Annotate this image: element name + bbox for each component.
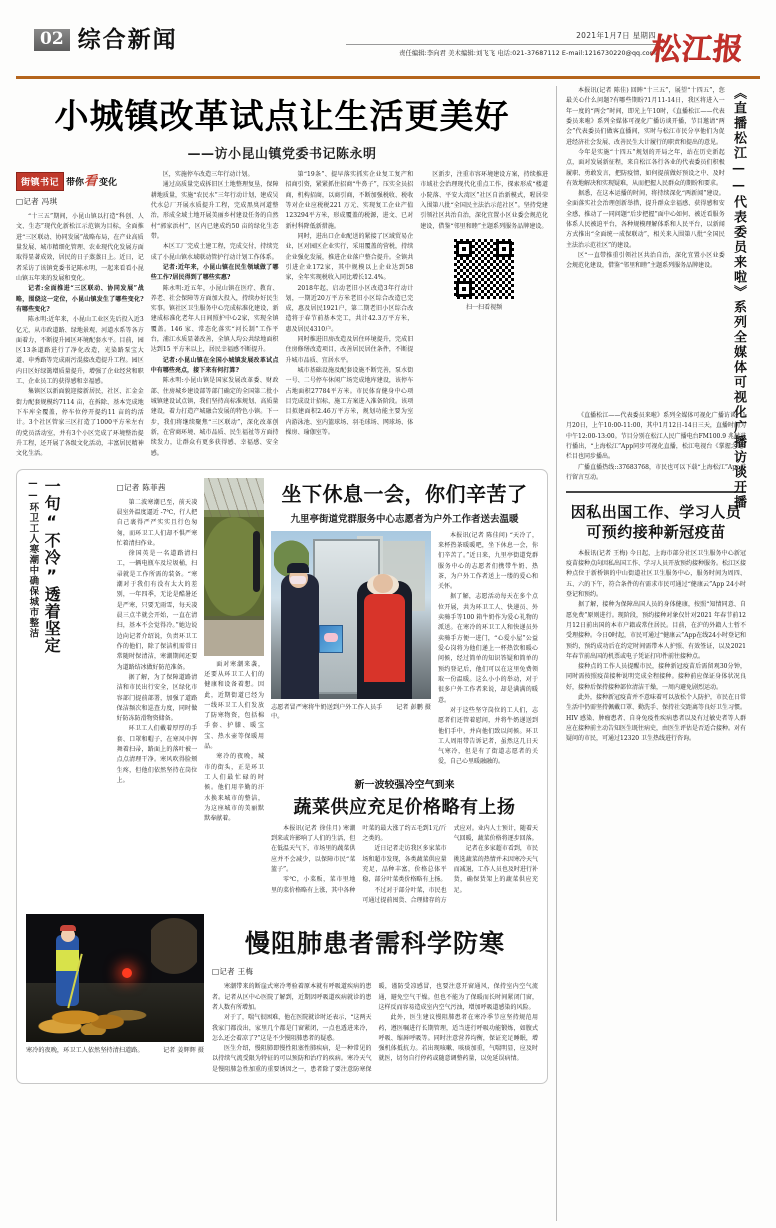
lead-headline: 小城镇改革试点让生活更美好: [54, 97, 510, 137]
paragraph: 此外，接种新冠疫苗并不意味着可以放松个人防护，市民在日常生活中仍需坚持佩戴口罩、勤洗手、保持社交距离等良好卫生习惯。HIV 感染、肿瘤患者、自身免疫性疾病患者以及有过敏史者等人群应在接种前主动告知医生既往病史，由医生评估是否适合接种。对有疑问的市民，可通过12320 卫生热线进行咨询。: [566, 694, 747, 743]
paragraph: 今年是实施“十四五”规划的开局之年，站在历史新起点，面对发展新征程，来自松江各行各业的代表委员们积极履职、勇敢发言，把防疫情，如何提前做好预设之中、及时有效地解决和实现疑难，从而把握人民群众的期盼和要求。: [566, 148, 725, 187]
paragraph: 对于了，喘气很困难，他在医院就诊时还表示，“这两天我家门都没出，家里几个都是门窗紧闭，一点也透进来冷，怎么还会着凉了?”这是不少慢阻肺患者的疑惑。: [212, 1014, 372, 1042]
paragraph: 集镇区以新面貌迎接新居民，社区、汇金金街力配套规模约7114 亩，在拆除、基本完成地下车库全覆盖，停车位停开提约11 亩的约活计。3个社区管家三区打造了1000平方米左右的党员活动室，并有3个小区完成了环境整治提升工程，还开展了各级文化活动，丰富居民精神文化生活。: [16, 388, 144, 458]
paragraph: 城市基础设施及配套设施不断完善，泵水街一号、二号停车休闲广场完成地库建设，该停车占地面积27784平方米。市民体育健身中心项目完成设计招标，施工方案进入准备阶段。该项目拟建面积2.46万平方米，规划功能主要为室内游泳池、室内篮球场、羽毛球场、网球场、体操房、瑜伽室等。: [285, 367, 414, 436]
red-taillight: [122, 968, 132, 978]
paragraph: 区新步，注重市容环境建设方案，持续推进市域社会治理现代化重点工作，探索形成“楼道小院落、平安大湾区”社区自治新模式，喔居荣入围第八批“全国民主法治示范社区”。坚持党建引领社区共治自治，深化宜置小区业委会规范化建设，借鉴“邻里和睦”主题系列服务品牌建设。: [420, 171, 548, 230]
newspaper-logo: 松江报: [648, 32, 746, 67]
qr-code[interactable]: [453, 238, 515, 300]
sidebar-top-vertical-headline: 《直播松江——代表委员来啦》系列全媒体可视化广播访谈开播: [731, 86, 746, 510]
lead-col-1: [16, 170, 144, 460]
panel-lower: [26, 914, 538, 1075]
volunteer-head: [373, 574, 392, 592]
qr-finder-top-left: [456, 241, 472, 257]
uniformed-worker-body: [281, 574, 319, 698]
night-photo-col: [26, 914, 204, 1075]
worker-figure: [253, 531, 261, 592]
section-title: 综合新闻: [77, 26, 178, 53]
dark-tree: [151, 914, 197, 993]
paragraph: 接种点的工作人员提醒市民，接种新冠疫苗后需留观30分钟，同时需按照疫苗接种说明完成全程接种。接种前应保证身体状况良好，接种后保持接种部位清洁干燥，一周内避免剧烈运动。: [566, 663, 746, 691]
center-feature-subheadline: 九里亭街道党群服务中心志愿者为户外工作者送去温暖: [290, 513, 519, 525]
night-photo-caption: 寒冷的夜晚，环卫工人依然坚持清扫道路。: [26, 1047, 144, 1055]
weather-feature: [271, 776, 538, 907]
series-badge-tail: 变化: [99, 178, 118, 189]
paragraph: 记者:全面推进“三区联动、协同发展”战略，围绕这一定位，小昆山镇发生了哪些变化?有哪些变化?: [16, 285, 144, 313]
publication-date: 2021年1月7日 星期四: [576, 31, 656, 40]
main-column: [16, 86, 556, 1221]
paragraph: 据了解，志愿活动每天在多个点位开展，共为环卫工人、快递员、外卖骑手等100 箱牛奶作为爱心礼物的派送。在寒冷的环卫工人和快递员外卖骑手方便一进门，“心爱小屋”公益爱心岗将为他们递上一杯热饮和暖心问候，经过简单的知识答疑和简单的预约登记后，他们可以在这里免费领取一份温暖。这么小小的举动，对于很多户外工作者来说，却是满满的暖意。: [438, 593, 538, 704]
volunteer-photo: [271, 531, 431, 699]
center-photo-col: [271, 531, 431, 768]
center-feature-row: [271, 531, 538, 768]
masthead-rule: [346, 44, 656, 45]
sidebar-top-text-cont: [566, 411, 746, 483]
weather-text: [271, 824, 538, 907]
paragraph: 据了解，接种为保障出国人员的身体健康，按照“知情同意、自愿免费”原则进行。现阶段，预约接种对象仅针对2021 年春节前12月12日前出国的本市户籍或常住居民。目前，在沪的外籍人士暂不受理接种。今日0时起，市民可通过“健康云”App在线24小时登记和预约，预约成功后在约定时间需带本人护照、有效签证，以及2021年春节前出国的机票或电子凭证打印件前往接种点。: [566, 601, 746, 660]
paragraph: 医生介绍，慢阻肺即慢性阻塞性肺疾病，是一种常见的以持续气流受限为特征的可以预防和治疗的疾病。寒冷天气是慢阻肺急性加重的重要诱因之一，患者除了要注意防寒保暖，谨防受凉感冒，也要注意开窗通风，保持室内空气流通，避免空气干燥。但也不能为了保暖而长时间紧闭门窗，这样反而容易造成室内空气污浊，增加呼吸道感染的风险。: [212, 983, 538, 1073]
paragraph: 面对寒潮来袭，还要从环卫工人们的健康和设备着想。因此，近期街道已经为一线环卫工人们发放了防寒物资，包括棉手套、护膝、暖宝宝、热水壶等保暖用品。: [204, 660, 264, 751]
red-volunteer-vest: [364, 594, 406, 681]
night-sweeper-photo: [26, 914, 204, 1042]
left-feature-text: [117, 498, 198, 787]
weather-headline: 蔬菜供应充足价格略有上扬: [293, 796, 516, 818]
gift-package: [319, 625, 343, 654]
sidebar-mid-headline: 因私出国工作、学习人员可预约接种新冠疫苗: [570, 503, 742, 542]
paragraph: 陈永明:近五年，小昆山镇在医疗、教育、养老、社会保障等方面加大投入，持续办好民生实事。镇社区卫生服务中心完成标准化建设，新建成标准化老年人日间照护中心2家，实现全镇覆盖。146 家、常态化落实“河长制”工作平台，浦江水质显著改善，全镇人均公共绿地面积达到15 平方米以上，居民幸福感不断提升。: [150, 284, 279, 354]
series-badge-left: 街镇书记: [21, 178, 60, 189]
center-photo-caption: 志愿者冒严寒将牛奶送到户外工作人员手中。: [271, 703, 383, 720]
sidebar-mid-text: [566, 549, 746, 745]
center-feature-text: [438, 531, 538, 768]
lead-col3-text: [286, 170, 414, 438]
uniformed-worker-cap: [287, 563, 309, 573]
center-feature-headline: 坐下休息一会，你们辛苦了: [281, 481, 528, 506]
paragraph: 本报讯(记者 陈佳) 回眸“十三五”，展望“十四五”，您最关心什么问题?有哪些期盼?1月11-14日，我区将进入一年一度的“两会”时间，即光上午10时，《直播松江——代表委员来啦》系列全媒体可视化广播访谈开播，节目邀请“两会”代表委员们做客直播间，实时与松江市民分享他们为促进经济社会发展、改善民生大计履行的职责和提出的意见。: [566, 87, 725, 146]
qr-caption: 扫一扫看视频: [466, 303, 503, 311]
lead-article-columns: [16, 170, 548, 460]
shrub-photo: [204, 478, 264, 656]
bottom-feature-byline: □记者 王梅: [212, 967, 254, 977]
left-feature-headline-group: [26, 478, 61, 688]
paragraph: 陈永明:近年来，小昆山工业区先后投入近3亿元，从市政道路、绿地景观、河道水系等各方面着力，不断提升园区环境配套水平。目前，园区13条道路进行了净化改造，光染路泵宝大道、申秀路等完成雨污混接改造提升工程。园区内日区好绿篱增质量提升，增强了企业经营和职工、企业员工的获得感和幸福感。: [16, 316, 144, 386]
left-feature-byline: □记者 陈菲茜: [116, 482, 166, 492]
paragraph: 本区工厂完成土建工程，完成交付，持续完成了小昆山镇水域联动管护行动计划工作体系。: [150, 243, 279, 261]
qr-finder-top-right: [496, 241, 512, 257]
feature-panel: [16, 469, 548, 1085]
lead-byline: □记者 冯琪: [16, 197, 58, 207]
lead-col2-text: [151, 170, 279, 459]
paragraph: 记者:小昆山镇在全国小城镇发展改革试点中有哪些亮点，接下来有何打算?: [150, 356, 279, 375]
paragraph: 同时，进出口企业配送的紧接了区域贸易企业，区对园区企业实行，采用覆盖的营税，持续企业强化发展，推进企业落户整合提升。全镇共引进企业172家，其中规模以上企业达到58家，全年实现税收入同比增长12.4%。: [285, 232, 414, 282]
left-feature-title: 一句“不冷”透着坚定: [42, 477, 62, 654]
night-photo-caption-row: [26, 1045, 204, 1054]
left-feature-subtitle: ——环卫工人寒潮中确保城市整洁: [27, 477, 39, 639]
paragraph: 记者在多家超市看到，市民挑选蔬菜的热情并未因寒冷天气而减退，工作人员也及时进行补货，确保货架上的蔬菜供应充足。: [453, 845, 538, 894]
paragraph: 区，实施停车改造三年行动计划。: [162, 171, 254, 179]
paragraph: 近日记者走访我区多家菜市场和超市发现，各类蔬菜供应量充足，品种丰富，价格总体平稳，部分叶菜类价格略有上扬。: [362, 845, 447, 884]
paragraph: 此外，医生建议慢阻肺患者在寒冷季节应坚持规范用药，遵医嘱进行长期管理，适当进行呼吸功能锻炼，如腹式呼吸、缩唇呼吸等。同时注意营养均衡，保证充足睡眠，增强机体抵抗力。若出现咳嗽、咳痰加重，气喘明显，应及时就医，切勿自行停药或随意调整药量，以免延误病情。: [378, 1014, 538, 1063]
left-feature-photo-col: [204, 478, 264, 907]
reflective-vest: [56, 950, 79, 970]
bottom-feature: [212, 914, 538, 1075]
paragraph: 区“一直带推重引领社区共治自治，深化宜置小区业委会规范化建设，借鉴“邻里和睦”主题系列服务品牌建设。: [566, 252, 725, 270]
lead-col-2: [151, 170, 279, 460]
night-photo-credit: 记者 姜辉辉 摄: [162, 1047, 204, 1055]
lead-subheadline: ——访小昆山镇党委书记陈永明: [187, 147, 377, 163]
paragraph: 本报讯(记者 徐佳月) 寒潮到来或许影响了人们的生活，但在低温天气下，市场里的蔬菜供应并不会减少，以保障市民“菜篮子”。: [271, 824, 356, 874]
paragraph: 零℃，小菜贩，菜市里地里的菜价格略有上涨，其中各种叶菜的最大涨了约五毛到1元/斤之类的。: [271, 824, 447, 894]
paragraph: “十三五”期间，小昆山镇以打造“科创、人文、生态”现代化新松江示范镇为目标，全面推进“三区联动、协同发展”战略布局，在产业高质量发展、城市精细化管理、农业现代化发展方面取得显著成效，居民的日子蒸蒸日上。近日，记者采访了该镇党委书记陈永明，一起来看看小昆山镇五年来的发展和变化。: [16, 213, 144, 282]
bottom-feature-text: [212, 982, 538, 1075]
masthead-center: [346, 30, 656, 57]
paragraph: 通过高质量完成拆旧区土地整理复垦，保障耕地质量，实施“农民水”三年行动计划，建成吴代水总厂开展水质提升工程，完成黑臭河道整治，形成全域土地开展美丽乡村建设任务的自然村“郭家浜村”，区内已建成约50 亩的绿化生态带。: [150, 181, 279, 240]
lead-col-4: [420, 170, 548, 460]
center-photo-credit: 记者 彭鹏 摄: [396, 703, 431, 711]
paragraph: 徐国英是一名道路清扫工，一辆电瓶车及垃圾桶，扫帚就是工作所需的装备。“寒潮对于我们有没有太大的差别，一年四季，无论是酷暑还是严寒，只要无雨雪，每天凌晨三点半就会开始，一直在清扫，基本不会觉得冷。”她边说边向记者介绍说，负责环卫工作的他们，除了保洁机需常日常随时保清洁，寒潮期间还要为道路结冰做好防范准备。: [116, 550, 198, 671]
paragraph: 《直播松江——代表委员来啦》系列全媒体可视化广播访谈，1月20日，上午10:00-11:00，其中1月12日-14日三天，直播时间为中午12:00-13:00。节目分别在松江人民广播电台FM100.9 兆赫进行播出，“上海松江”App同步可视化直播，松江电视台《掌握之光》栏目也同步播出。: [566, 412, 747, 461]
series-badge-mid: 带你: [66, 178, 85, 189]
series-badge-wrap: [16, 170, 144, 191]
left-feature-body: [117, 478, 198, 907]
paragraph: 寒冷的夜晚，城市的街头，正是环卫工人们最忙碌的时候。他们用辛勤的汗水换来城市的整洁，为这座城市的美丽默默奉献着。: [204, 753, 264, 823]
paragraph: 对于这些坚守岗位的工人们，志愿者们还管着慰问，并将牛奶递送到他们手中，并向他们致以问候。环卫工人周用带告诉记者，虽然这几日天气寒冷，但是有了街道志愿者的关爱，自己心里暖融融的。: [438, 706, 538, 766]
paragraph: 记者:近年来，小昆山镇在民生领域做了哪些工作?居民得到了哪些实惠?: [150, 263, 279, 282]
masthead: [16, 14, 760, 72]
bottom-feature-headline: 慢阻肺患者需科学防寒: [244, 929, 505, 959]
paragraph: 2018年起，启动老旧小区改造3年行动计划，一期近20万平方米老旧小区综合改造已完成，惠及居民1921户，第二期老旧小区综合改造将于春节前基本完工，共计42.3万平方米，惠及居民4310户。: [285, 284, 414, 333]
paragraph: 陈永明:小昆山镇是国家发展改革委、财政部、住房城乡建设部等部门确定的全国第二批小城镇建设试点镇，我们坚持高标准规划、高质量建设，着力打造产城融合发展的特色小镇。下一步，我们将继续聚焦“三区联动”，深化改革创新，在营商环境、城市品质、民生福祉等方面持续发力，让群众有更多获得感、幸福感、安全感。: [150, 377, 279, 457]
paragraph: 据悉，在这本运播的时间，将持续深化“两新闻”建设。全面落实社会治理创新举措，提升群众幸福感、获得感和安全感，推动了一同问题“后步把握”面中心如何、被近看服务体系人民被迫平台，各种规模理解体系和人民平台，以新闻方式推出“全面统一成保联动”，相关来入围第八批“全国民主法治示范社区”的建设。: [566, 190, 725, 249]
paragraph: 第二波寒潮已至，前天凌晨室外温度逼近 -7℃，行人把自己裹得严严实实且行色匆匆，而环卫工人们却不惧严寒忙着清扫作业。: [116, 498, 198, 547]
paragraph: 第“19条”、提早落实抓实企业复工复产和招商引资，紧紧抓住招商“牛鼻子”，压实全员招商，机构招商，以商引商，不断加强税收、税收等对企业应税税221 万元、实现复工企业产值123294平方米，形成覆盖的税源，进文、已对新村科降低新措施。: [285, 171, 414, 230]
center-text-col: [438, 531, 538, 768]
lead-col4-text: [420, 170, 548, 232]
weather-kicker: 新一波较强冷空气到来: [354, 779, 455, 791]
page-body: [16, 86, 760, 1221]
qr-block: [420, 238, 548, 311]
editor-credits: 责任编辑:李向君 美术编辑:刘飞飞 电话:021-37687112 E-mail:1216730220@qq.com: [399, 50, 656, 57]
masthead-left: [34, 28, 178, 51]
left-feature-text-cont: [204, 660, 264, 825]
sidebar-divider: [566, 491, 746, 493]
paragraph: 不过对于部分叶菜，市民也可通过提前囤货、合理储存的方式应对。业内人士预计，随着天气回暖，蔬菜价格将逐步回落。: [362, 824, 538, 904]
paragraph: 同时推进旧房改造及居住环境提升，完成旧住房修缮改造项目，改善居民居住条件，不断提升城市品质、宜居水平。: [285, 336, 414, 364]
center-photo-caption-row: [271, 702, 431, 720]
paragraph: 寒潮带来的断崖式寒冷考验着原本就有呼吸道疾病的患者。记者从区中心医院了解到，近期因呼吸道疾病就诊的患者人数有所增加。: [212, 983, 372, 1011]
series-badge: [16, 172, 64, 191]
face-mask: [290, 576, 306, 584]
feature-panel-inner: [26, 478, 538, 907]
qr-finder-bottom-left: [456, 281, 472, 297]
lead-col-3: [286, 170, 414, 460]
paragraph: 广播直播热线::37683768，市民也可以下载“上海松江”App进行留言互动。: [566, 463, 746, 481]
left-feature: [26, 478, 110, 907]
paragraph: 环卫工人们戴着厚厚的手套、口罩和帽子，在寒风中挥舞着扫帚，路面上的落叶被一点点清理干净。寒风吹得脸颊生疼，但他们依然坚持在岗位上。: [116, 725, 198, 785]
series-badge-big: 看: [84, 174, 98, 190]
paragraph: 本报讯(记者 王梅) 今日起，上海市部分社区卫生服务中心新冠疫苗接种点向因私出国工作、学习人员开放预约接种服务。松江区接种点位于新桥镇的中山街道社区卫生服务中心，服务时间为周四、五、六的下午，符合条件的有需求市民可通过“健康云”App 24小时登记和预约。: [566, 549, 747, 598]
sidebar-top-text: [566, 86, 725, 411]
path: [204, 620, 264, 656]
paragraph: 本报讯(记者 陈佳问) “天冷了，来杯热茶暖暖吧，坐下休息一会，你们辛苦了。”近日来，九里亭街道党群服务中心的志愿者们携带牛奶、热茶，为户外工作者送上一缕的爱心和关怀。: [438, 531, 538, 591]
masthead-accent-bar: [16, 76, 760, 79]
page-number: 02: [34, 29, 70, 51]
lead-col1-text: [16, 212, 144, 460]
right-sidebar: [556, 86, 746, 1221]
center-feature: [271, 478, 538, 907]
sanitation-worker-cap: [60, 925, 76, 931]
paragraph: 据了解，为了保障道路清洁和市民出行安全，区绿化市容部门提前部署，加强了道路保洁频次和巡查力度，同时做好防冻防滑物资储备。: [116, 673, 198, 723]
